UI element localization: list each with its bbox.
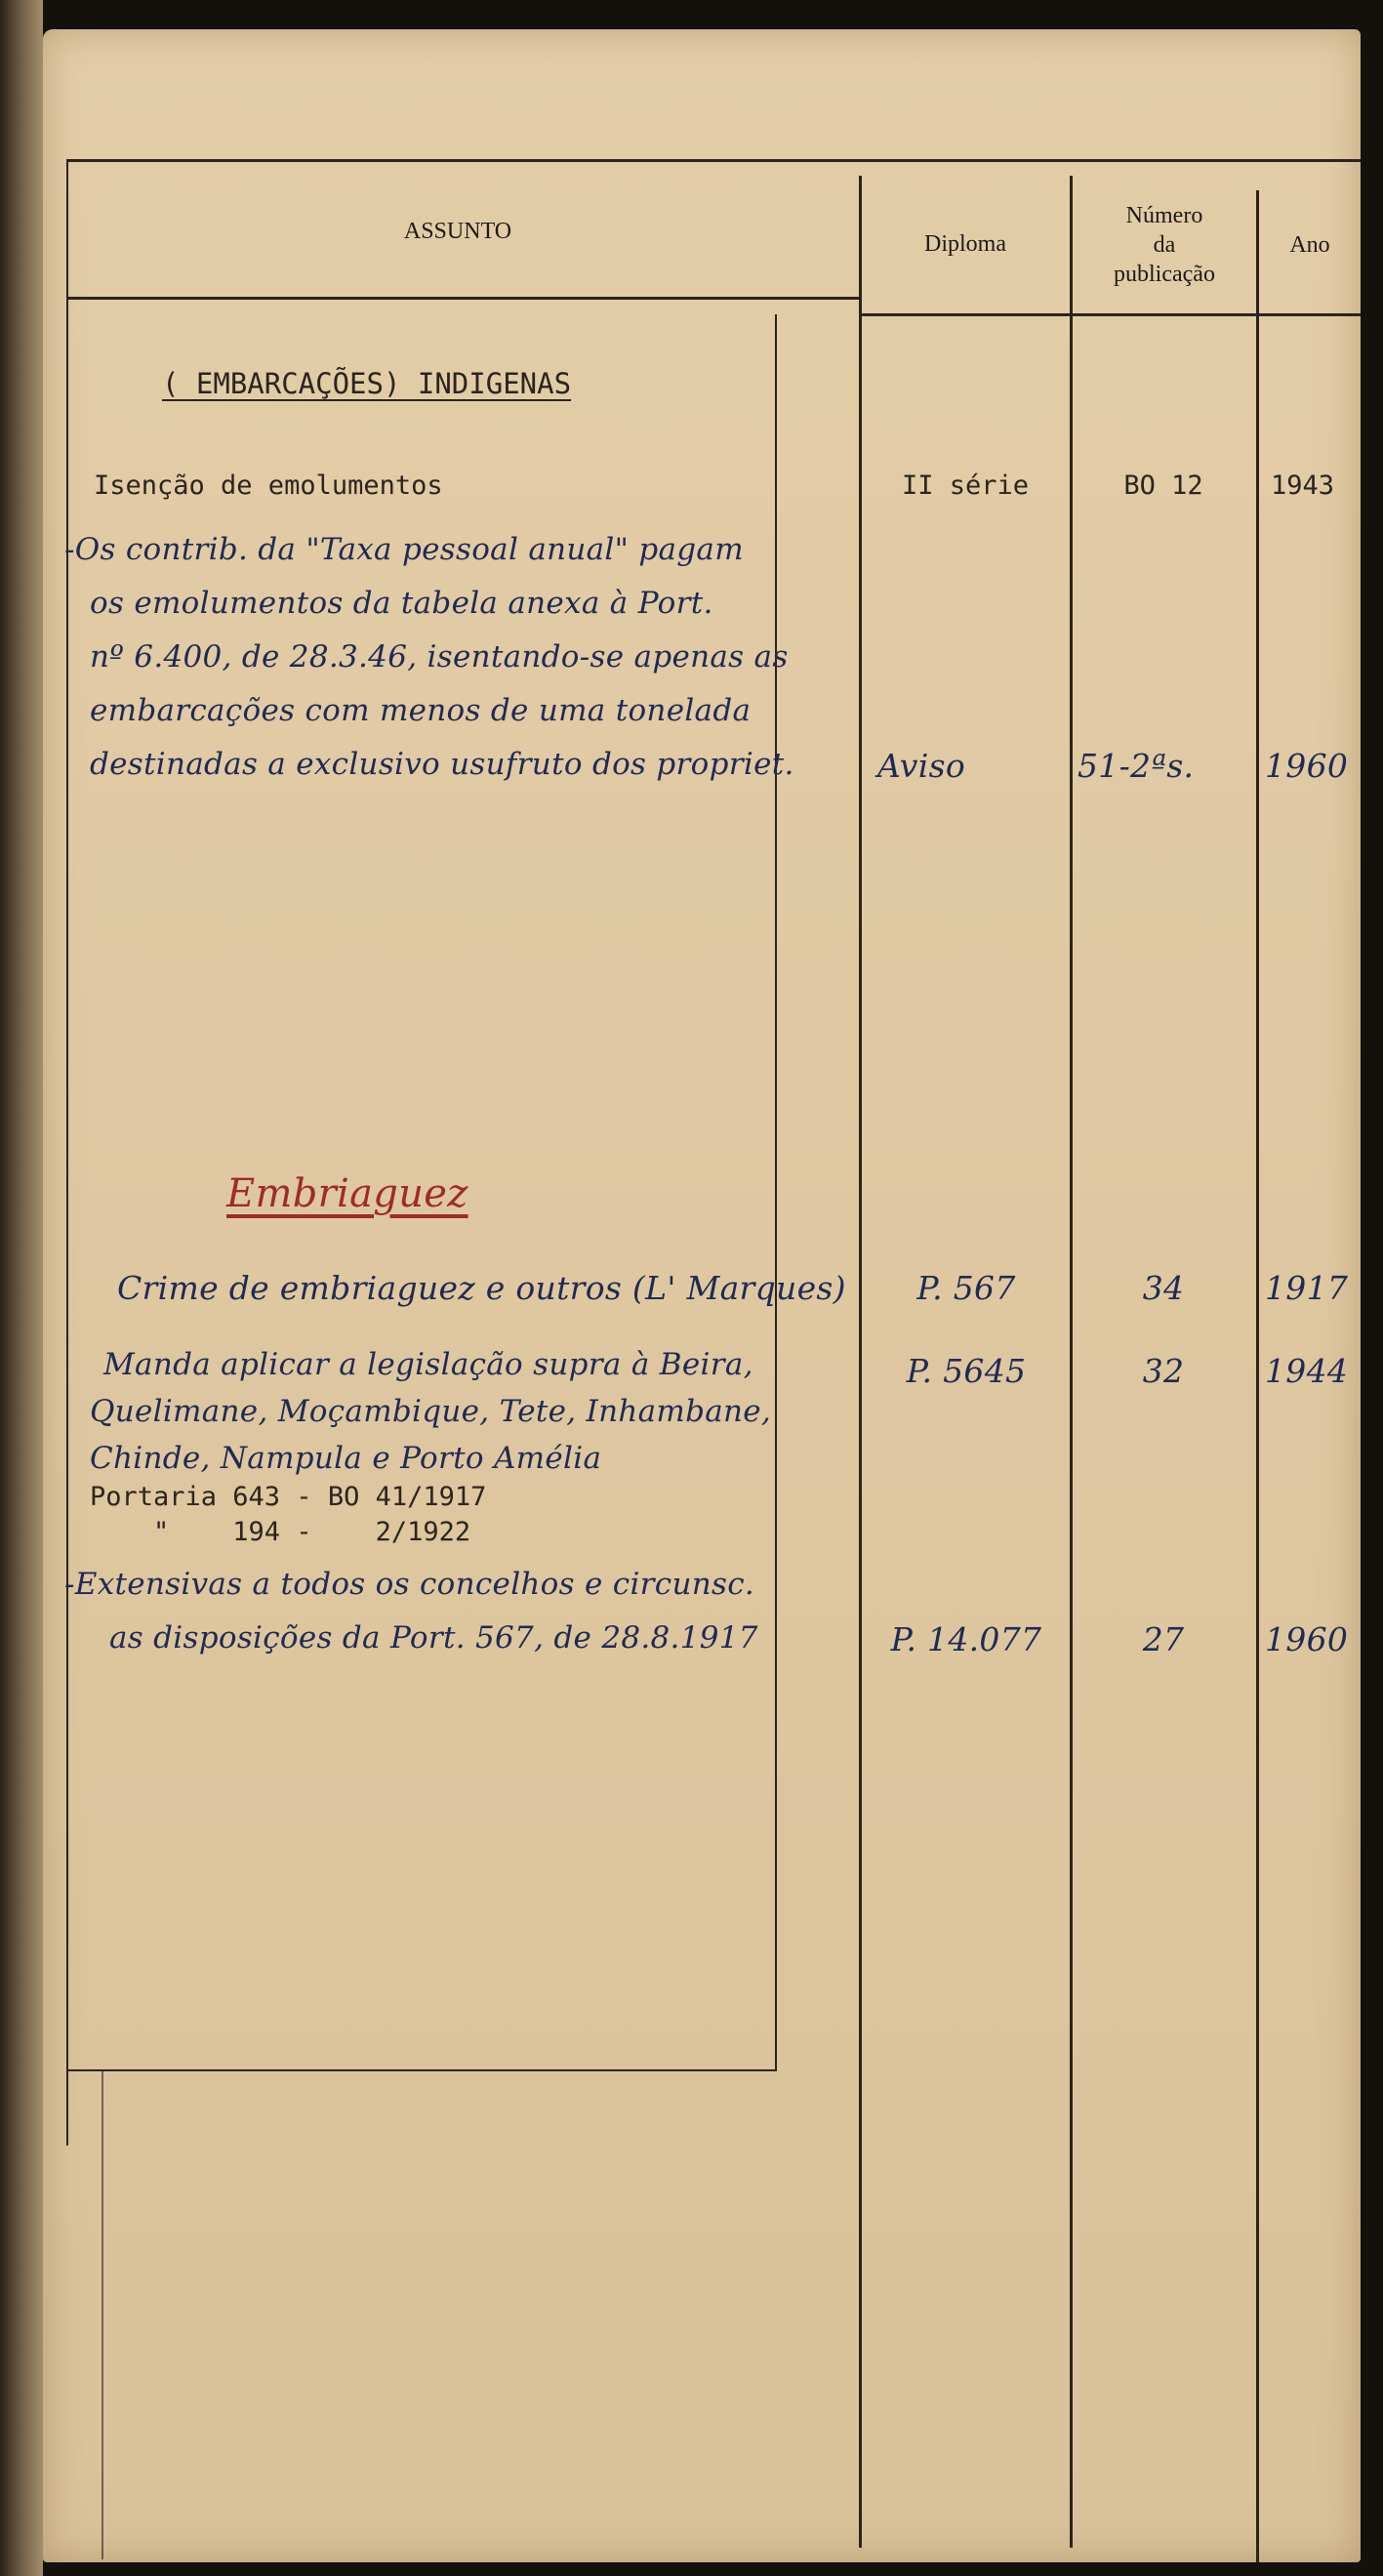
entry-extensivas-ano: 1960 [1265, 1620, 1349, 1658]
entry-contrib-line2: os emolumentos da tabela anexa à Port. [90, 586, 713, 621]
entry-contrib-diploma: Aviso [877, 747, 965, 785]
entry-extensivas-diploma: P. 14.077 [890, 1620, 1042, 1658]
entry-contrib-numero: 51-2ªs. [1078, 747, 1195, 785]
entry-contrib-line5: destinadas a exclusivo usufruto dos propriet. [90, 747, 794, 782]
footer-rule [66, 2069, 775, 2071]
binding-edge [0, 0, 43, 2576]
left-margin-rule [66, 159, 68, 2146]
header-bottom-rule-right [859, 313, 1361, 316]
entry-portaria-line1: Portaria 643 - BO 41/1917 [90, 1482, 487, 1512]
entry-contrib-line3: nº 6.400, de 28.3.46, isentando-se apenas as [90, 639, 789, 675]
entry-contrib-ano: 1960 [1265, 747, 1349, 785]
entry-isencao-text: Isenção de emolumentos [94, 470, 443, 501]
entry-manda-line2: Quelimane, Moçambique, Tete, Inhambane, [90, 1394, 772, 1429]
header-top-rule [66, 159, 1361, 162]
header-diploma: Diploma [924, 231, 1006, 257]
entry-manda-diploma: P. 5645 [906, 1352, 1027, 1390]
entry-manda-line1: Manda aplicar a legislação supra à Beira, [103, 1347, 753, 1382]
entry-contrib-line4: embarcações com menos de uma tonelada [90, 693, 752, 728]
header-bottom-rule-left [66, 297, 859, 300]
entry-contrib-line1: -Os contrib. da "Taxa pessoal anual" pagam [64, 532, 744, 567]
entry-extensivas-line2: as disposições da Port. 567, de 28.8.1917 [109, 1620, 758, 1656]
entry-isencao-numero: BO 12 [1123, 470, 1203, 501]
header-numero-line1: Número [1125, 203, 1203, 228]
diploma-column-rule [859, 176, 862, 2548]
entry-crime-numero: 34 [1142, 1269, 1185, 1307]
footer-sub-rule [102, 2071, 103, 2559]
entry-crime-diploma: P. 567 [916, 1269, 1016, 1307]
entry-manda-ano: 1944 [1265, 1352, 1349, 1390]
entry-portaria-line2: " 194 - 2/1922 [90, 1517, 471, 1547]
entry-manda-line3: Chinde, Nampula e Porto Amélia [90, 1441, 602, 1476]
entry-extensivas-numero: 27 [1142, 1620, 1185, 1658]
entry-isencao-ano: 1943 [1271, 470, 1335, 501]
section-title-embarcacoes: ( EMBARCAÇÕES) INDIGENAS [162, 367, 572, 400]
inner-margin-rule [775, 314, 777, 2071]
ano-column-rule [1256, 190, 1259, 2562]
ledger-page [43, 29, 1361, 2562]
entry-crime-text: Crime de embriaguez e outros (L' Marques) [117, 1269, 846, 1307]
header-numero-line3: publicação [1114, 262, 1215, 287]
entry-extensivas-line1: -Extensivas a todos os concelhos e circunsc. [64, 1567, 755, 1602]
entry-isencao-diploma: II série [901, 470, 1030, 501]
entry-crime-ano: 1917 [1265, 1269, 1349, 1307]
entry-manda-numero: 32 [1142, 1352, 1185, 1390]
section-title-embriaguez: Embriaguez [226, 1171, 468, 1216]
header-ano: Ano [1289, 232, 1330, 258]
header-numero-line2: da [1153, 232, 1176, 258]
header-assunto: ASSUNTO [403, 219, 512, 244]
